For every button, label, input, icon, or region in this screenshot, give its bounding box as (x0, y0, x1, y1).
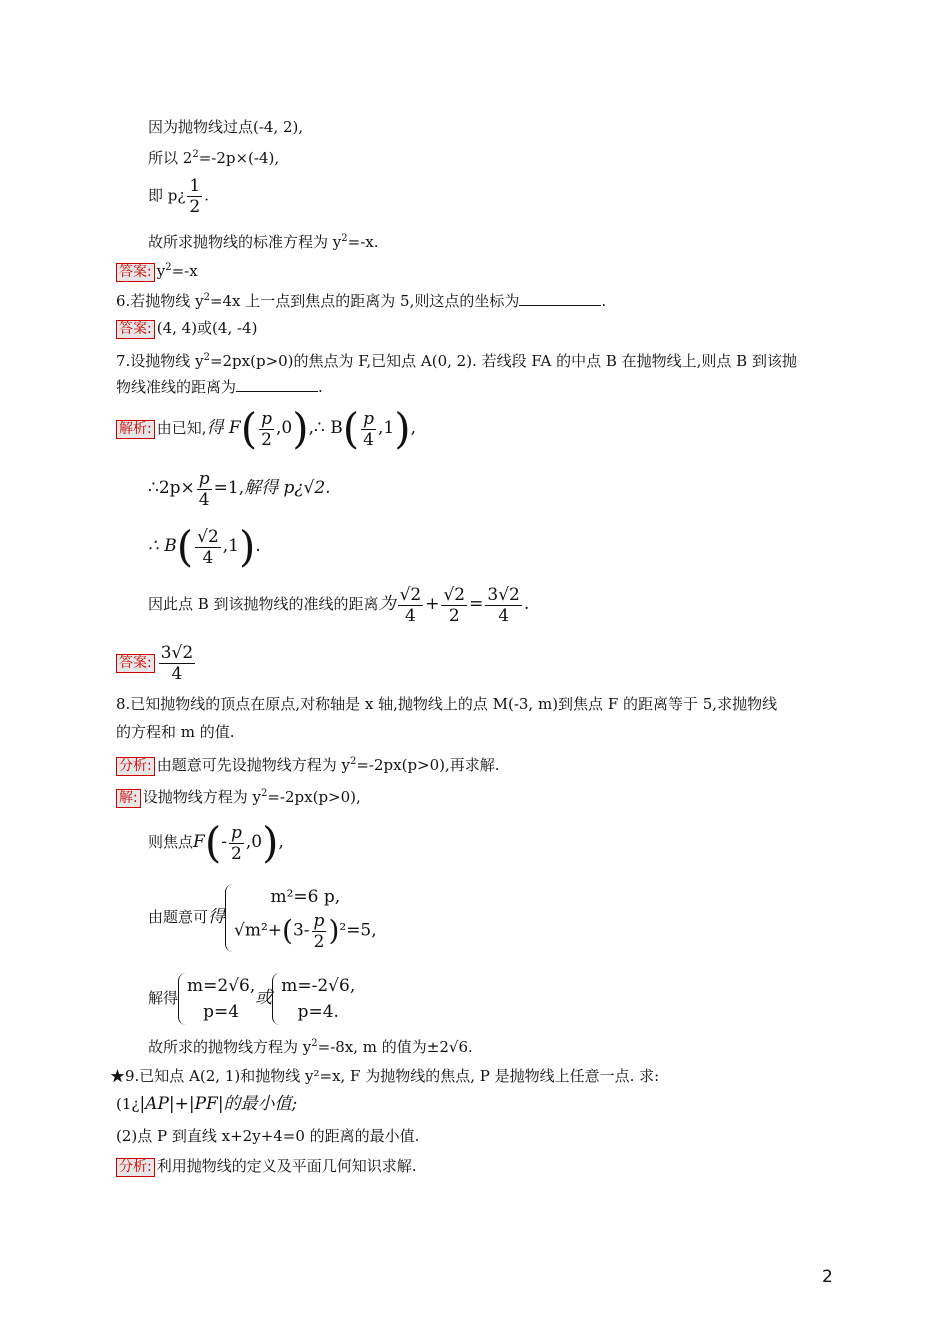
text: (4, 4)或(4, -4) (156, 319, 258, 337)
question-9-part-1 (116, 1094, 297, 1114)
fraction (259, 409, 274, 450)
answer-line (116, 258, 198, 282)
fraction (197, 469, 212, 510)
text: ∴2p× (148, 478, 195, 498)
text: |AP|+|PF|的最小值; (139, 1094, 298, 1114)
fraction (195, 527, 221, 568)
paren: ) (262, 818, 279, 867)
superscript: 2 (260, 788, 268, 799)
text: 设抛物线方程为 y (142, 788, 261, 806)
equation-system-2 (148, 970, 355, 1026)
text: =-2px(p>0),再求解. (356, 756, 500, 774)
text-line (148, 145, 279, 168)
text: 故所求抛物线的标准方程为 y (148, 233, 342, 251)
question-6 (116, 288, 606, 311)
text: (2)点 P 到直线 x+2y+4=0 的距离的最小值. (116, 1127, 420, 1145)
text: . (255, 536, 261, 556)
text-line (148, 117, 303, 137)
text: 由题意可 (148, 908, 209, 926)
equation-row: m=-2√6, (281, 976, 356, 996)
answer-tag: 答案: (116, 263, 155, 282)
text: y (156, 262, 166, 280)
analysis-line (116, 752, 500, 776)
paren: ( (342, 404, 360, 453)
solution-line-2 (148, 464, 331, 512)
question-7-cont (116, 377, 323, 397)
text: ∴ B (148, 536, 177, 556)
numerator: √2 (443, 584, 466, 605)
text: ,1 (222, 536, 239, 556)
analysis-tag: 分析: (116, 757, 155, 776)
fraction (398, 585, 424, 626)
text: 由题意可先设抛物线方程为 y (156, 756, 350, 774)
text: 所以 2 (148, 149, 193, 167)
text: =-2px(p>0), (267, 788, 361, 806)
superscript: 2 (203, 292, 210, 303)
text: . (318, 378, 323, 396)
text: =4x 上一点到焦点的距离为 5,则这点的坐标为 (209, 292, 520, 310)
numerator: 1 (189, 176, 201, 196)
denominator: 4 (363, 429, 374, 450)
text: 利用抛物线的定义及平面几何知识求解. (156, 1157, 417, 1175)
text: 解得 p¿√2. (244, 478, 331, 498)
text: ,∴ B (308, 418, 343, 438)
question-8 (116, 694, 777, 714)
paren: ) (394, 404, 411, 453)
text: , (410, 418, 417, 438)
denominator: 2 (230, 843, 242, 864)
superscript: 2 (203, 352, 210, 363)
denominator: 4 (202, 547, 214, 568)
text: =2px(p>0)的焦点为 F,已知点 A(0, 2). 若线段 FA 的中点 B 在抛物线上,则点 B 到该抛 (209, 352, 797, 370)
page-number: 2 (822, 1267, 833, 1287)
answer-tag: 答案: (116, 320, 155, 339)
paren: ( (176, 522, 194, 571)
text: ²=5, (339, 920, 377, 941)
denominator: 2 (189, 197, 201, 217)
line-1: 因为抛物线过点(-4, 2), (148, 118, 304, 136)
question-9-part-2 (116, 1126, 419, 1146)
text: . (204, 186, 210, 205)
denominator: 4 (171, 663, 183, 684)
answer-blank (519, 291, 601, 306)
equation-row: p=4 (203, 1002, 240, 1022)
fraction (441, 585, 467, 626)
system-brace (225, 884, 377, 952)
fraction (485, 585, 521, 626)
paren: ) (239, 522, 256, 571)
numerator: 3√2 (160, 642, 194, 663)
focus-line (148, 818, 284, 866)
text: =-x (171, 262, 198, 280)
equation-row: m²=6 p, (270, 887, 341, 907)
denominator: 2 (448, 605, 460, 626)
text: 得 F (206, 418, 241, 438)
text: 的方程和 m 的值. (116, 723, 235, 741)
superscript: 2 (192, 149, 199, 160)
equation-row: p=4. (297, 1002, 339, 1022)
text: + (425, 594, 440, 614)
paren: ( (282, 914, 293, 947)
text: =-2p×(-4), (198, 149, 280, 167)
numerator: √2 (399, 584, 422, 605)
denominator: 4 (498, 605, 510, 626)
text: m²+ (244, 920, 283, 941)
text: F (193, 832, 205, 852)
question-7 (116, 348, 797, 371)
text: =1, (213, 478, 245, 498)
text-line (148, 229, 379, 252)
text: 物线准线的距离为 (116, 378, 237, 396)
system-brace (178, 973, 255, 1025)
paren: ( (204, 818, 222, 867)
text: 7.设抛物线 y (116, 352, 204, 370)
text: ,1 (378, 418, 395, 438)
text: . (601, 292, 607, 310)
text: 则焦点 (148, 833, 194, 851)
answer-line (116, 318, 257, 339)
text: . (523, 594, 530, 614)
denominator: 4 (404, 605, 416, 626)
text: 即 p¿ (148, 186, 186, 205)
text: =-8x, m 的值为±2√6. (317, 1038, 473, 1056)
fraction (159, 643, 195, 684)
text: , (278, 832, 284, 852)
equation-row: m=2√6, (187, 976, 256, 996)
numerator: p (198, 468, 210, 489)
numerator: p (313, 910, 325, 931)
paren: ) (292, 404, 309, 453)
denominator: 4 (198, 489, 210, 510)
text: =-x. (347, 233, 379, 251)
fraction (187, 176, 202, 217)
text-line (148, 176, 209, 217)
text: 解得 (148, 989, 179, 1007)
equation-row: √m²+(3- $\frac{p}{2}$ )²=5, (234, 910, 377, 952)
solution-tag: 解: (116, 789, 141, 808)
text: 故所求的抛物线方程为 y (148, 1038, 312, 1056)
text: 得 (208, 907, 226, 927)
question-8-cont (116, 722, 235, 742)
analysis-tag: 分析: (116, 1158, 155, 1177)
conclusion-line (148, 1034, 473, 1057)
numerator: p (261, 408, 272, 429)
solution-tag: 解析: (116, 420, 155, 439)
text: 为 (378, 594, 396, 614)
denominator: 2 (261, 429, 272, 450)
text: ★9.已知点 A(2, 1)和抛物线 y²=x, F 为抛物线的焦点, P 是抛物线上任意一点. 求: (110, 1067, 660, 1085)
solution-line-1 (116, 404, 416, 452)
text: 由已知, (156, 419, 207, 437)
text: = (469, 594, 484, 614)
superscript: 2 (311, 1038, 318, 1049)
superscript: 2 (165, 262, 172, 273)
text: ,0 (275, 418, 293, 438)
text: 或 (255, 988, 273, 1008)
text: ,0 (245, 832, 263, 852)
text: - (221, 832, 227, 852)
text: 6.若抛物线 y (116, 292, 204, 310)
denominator: 2 (313, 931, 325, 952)
equation-system-1 (148, 872, 377, 962)
fraction (312, 911, 327, 952)
system-brace (272, 973, 355, 1025)
solution-line-4 (148, 580, 529, 628)
superscript: 2 (349, 756, 357, 767)
fraction (229, 823, 244, 864)
paren: ( (240, 404, 258, 453)
analysis-line (116, 1156, 417, 1177)
paren: ) (328, 914, 340, 947)
numerator: p (363, 408, 375, 429)
text: (1¿ (116, 1095, 140, 1113)
text: 3- (292, 920, 310, 941)
text: 8.已知抛物线的顶点在原点,对称轴是 x 轴,抛物线上的点 M(-3, m)到焦点 F 的距离等于 5,求抛物线 (116, 695, 778, 713)
answer-blank (236, 377, 318, 392)
superscript: 2 (341, 233, 348, 244)
solution-line-3 (148, 522, 261, 570)
numerator: p (230, 822, 242, 843)
numerator: 3√2 (487, 584, 520, 605)
solution-line (116, 784, 361, 808)
answer-line (116, 638, 197, 686)
numerator: √2 (197, 526, 219, 547)
fraction (361, 409, 376, 450)
answer-tag: 答案: (116, 654, 155, 673)
text: 因此点 B 到该抛物线的准线的距离 (148, 595, 379, 613)
question-9 (110, 1066, 659, 1086)
